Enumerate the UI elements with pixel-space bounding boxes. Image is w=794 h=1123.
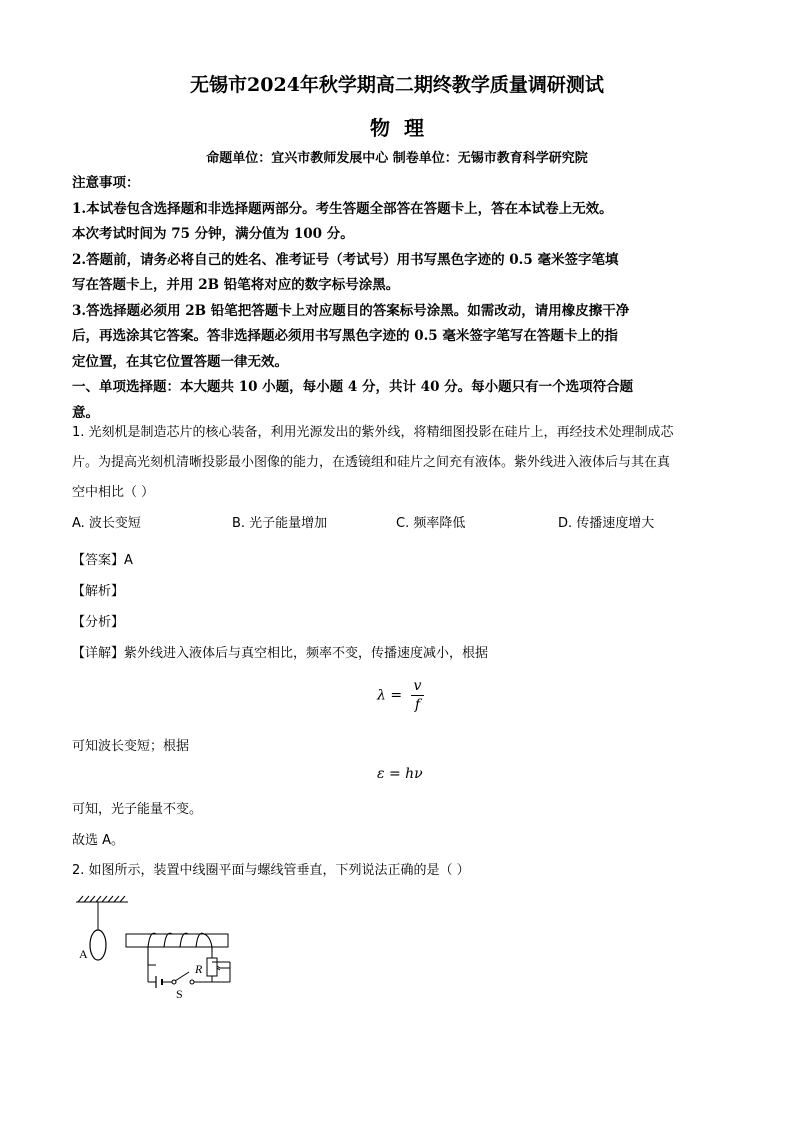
section-heading: 一、单项选择题：本大题共 10 小题，每小题 4 分，共计 40 分。每小题只有一个选项符合题 xyxy=(72,379,634,395)
battery-icon xyxy=(156,976,162,988)
conclusion-line: 可知，光子能量不变。 xyxy=(72,802,203,817)
issuing-units: 命题单位：宜兴市教师发展中心 制卷单位：无锡市教育科学研究院 xyxy=(206,151,588,166)
answer-value: A xyxy=(124,553,133,568)
analysis-label: 【解析】 xyxy=(72,584,125,599)
switch-label: S xyxy=(176,987,183,1001)
subject-title: 物理 xyxy=(370,116,438,140)
question-line: 1. 光刻机是制造芯片的核心装备，利用光源发出的紫外线，将精细图投影在硅片上，再经技术处理制成芯 xyxy=(72,425,674,440)
notice-line: 本次考试时间为 75 分钟，满分值为 100 分。 xyxy=(72,226,354,242)
rheostat-icon xyxy=(207,958,217,976)
formula-photon-energy: ε = hν xyxy=(377,766,423,782)
solenoid-core xyxy=(126,934,228,947)
ceiling-support xyxy=(76,896,128,930)
option-d: D. 传播速度增大 xyxy=(558,516,655,531)
question-2-stem: 2. 如图所示，装置中线圈平面与螺线管垂直，下列说法正确的是（ ） xyxy=(72,863,470,878)
answer-label: 【答案】 xyxy=(72,553,125,568)
option-a: A. 波长变短 xyxy=(72,516,141,531)
answer-line xyxy=(72,549,133,568)
notice-line: 3.答选择题必须用 2B 铅笔把答题卡上对应题目的答案标号涂黑。如需改动，请用橡皮擦干净 xyxy=(72,302,630,319)
detail-label: 【详解】 xyxy=(72,646,125,661)
notice-line: 写在答题卡上，并用 2B 铅笔将对应的数字标号涂黑。 xyxy=(72,277,400,293)
formula-wavelength xyxy=(377,678,424,713)
option-b: B. 光子能量增加 xyxy=(232,516,328,531)
notice-line: 1.本试卷包含选择题和非选择题两部分。考生答题全部答在答题卡上，答在本试卷上无效。 xyxy=(72,200,613,217)
conclusion-line: 可知波长变短；根据 xyxy=(72,739,190,754)
notice-line: 后，再选涂其它答案。答非选择题必须用书写黑色字迹的 0.5 毫米签字笔写在答题卡上的指 xyxy=(72,328,618,344)
switch-icon xyxy=(172,972,194,984)
resistor-label: R xyxy=(195,962,203,976)
page-title: 无锡市2024年秋学期高二期终教学质量调研测试 xyxy=(190,74,604,96)
formula-fraction xyxy=(411,678,425,713)
question-1-stem xyxy=(72,418,727,508)
notice-heading: 注意事项： xyxy=(72,175,140,191)
formula-numerator: v xyxy=(411,678,425,696)
notice-block xyxy=(72,171,722,426)
question-line: 空中相比（ ） xyxy=(72,485,155,500)
solenoid-windings xyxy=(148,933,212,965)
rheostat-slider-icon xyxy=(217,966,230,970)
question-2-figure xyxy=(68,890,248,1005)
coil-ring xyxy=(90,930,106,960)
fenxi-label: 【分析】 xyxy=(72,615,125,630)
question-1-options xyxy=(72,512,722,538)
option-c: C. 频率降低 xyxy=(396,516,466,531)
question-line: 片。为提高光刻机清晰投影最小图像的能力，在透镜组和硅片之间充有液体。紫外线进入液体后与其在真 xyxy=(72,455,671,470)
detail-line xyxy=(72,642,488,661)
notice-line: 定位置，在其它位置答题一律无效。 xyxy=(72,353,288,370)
notice-line: 2.答题前，请务必将自己的姓名、准考证号（考试号）用书写黑色字迹的 0.5 毫米签字笔填 xyxy=(72,251,619,268)
section-heading: 意。 xyxy=(72,404,99,421)
ring-label: A xyxy=(79,947,88,961)
choose-line: 故选 A。 xyxy=(72,833,125,848)
detail-text: 紫外线进入液体后与真空相比，频率不变，传播速度减小，根据 xyxy=(124,646,489,661)
formula-lhs: λ = xyxy=(377,687,403,704)
formula-denominator: f xyxy=(414,697,421,713)
